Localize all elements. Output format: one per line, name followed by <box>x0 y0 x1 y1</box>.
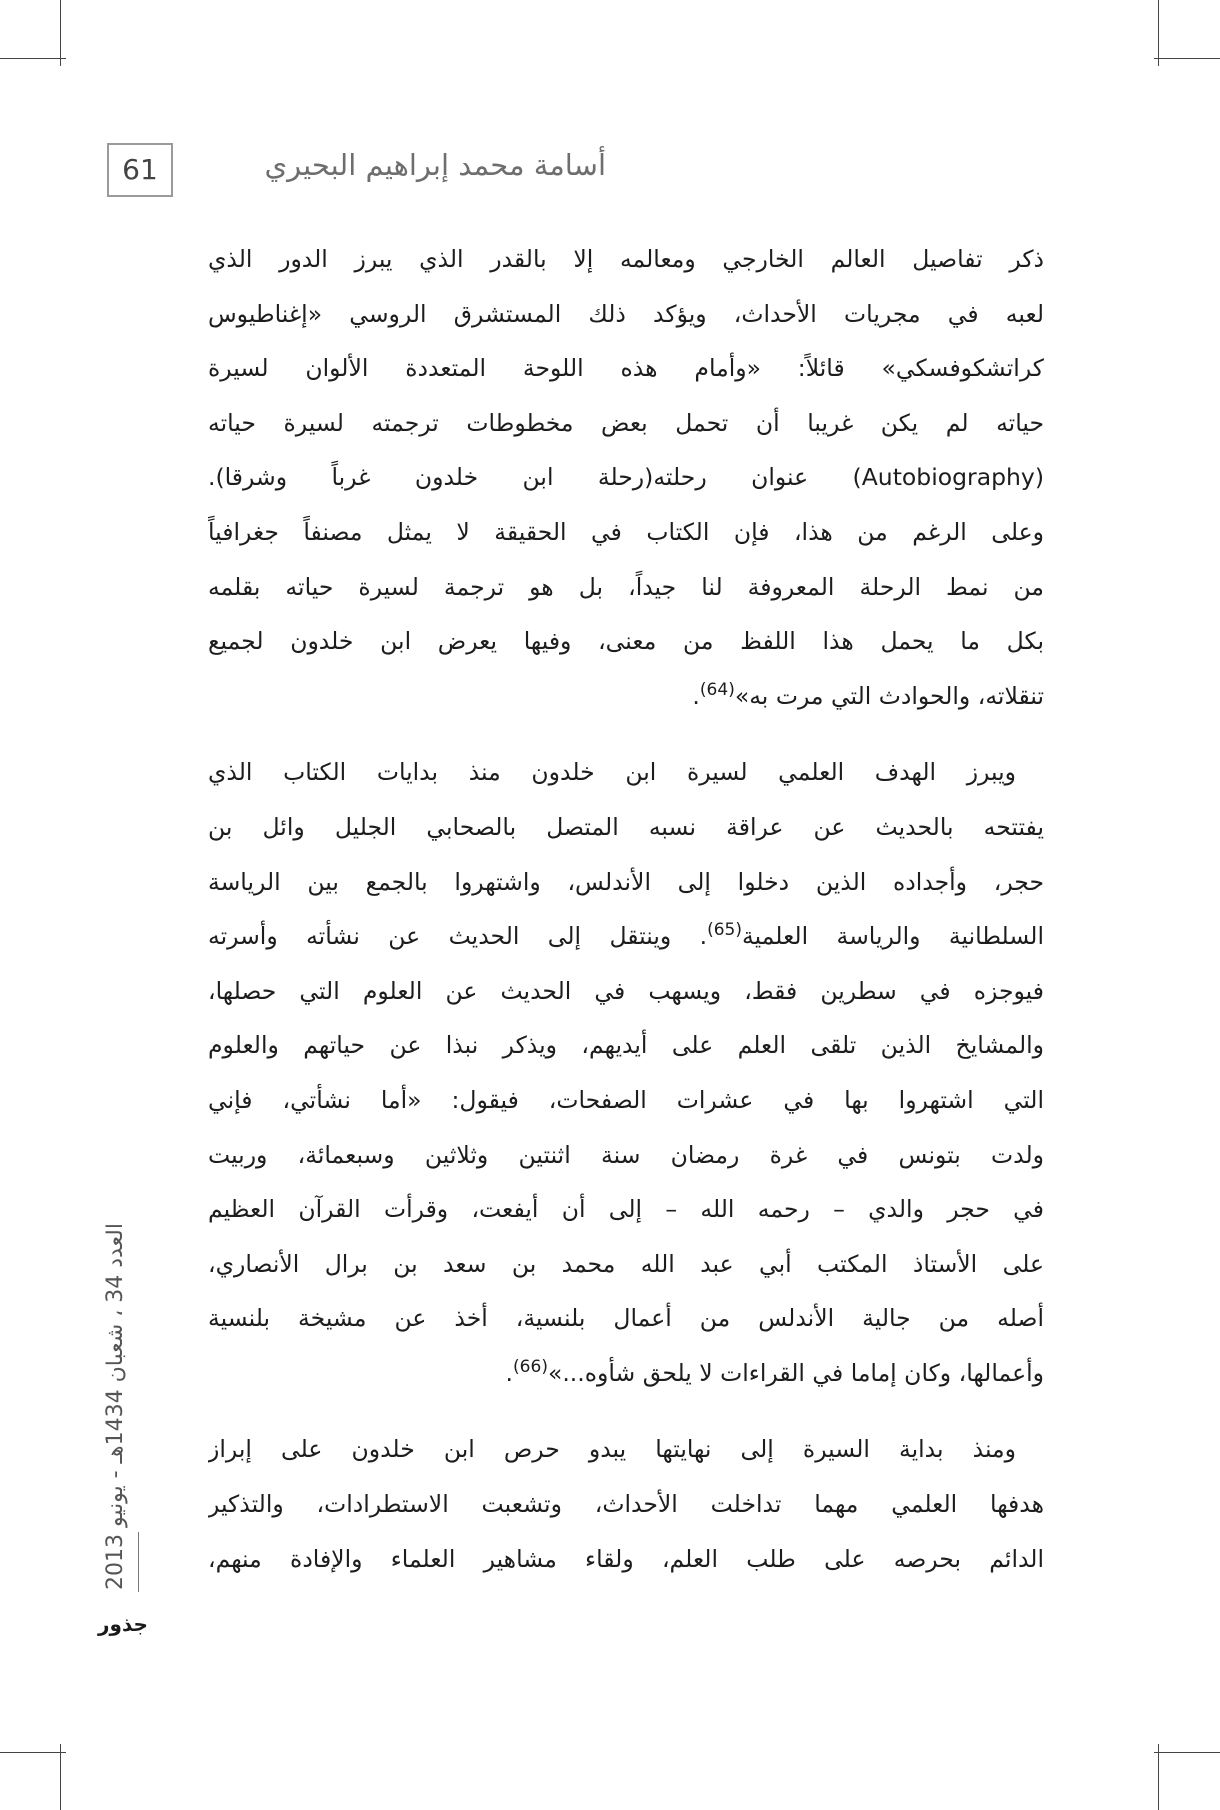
text-line: بكل ما يحمل هذا اللفظ من معنى، وفيها يعرض ابن خلدون لجميع <box>208 627 1044 656</box>
crop-mark <box>0 1752 66 1753</box>
text-line: كراتشكوفسكي» قائلاً: «وأمام هذه اللوحة المتعددة الألوان لسيرة <box>208 354 1044 383</box>
crop-mark <box>60 1744 61 1810</box>
text-line: والمشايخ الذين تلقى العلم على أيديهم، ويذكر نبذا عن حياتهم والعلوم <box>208 1031 1044 1060</box>
text-line: من نمط الرحلة المعروفة لنا جيداً، بل هو ترجمة لسيرة حياته بقلمه <box>208 572 1044 601</box>
text-line: ويبرز الهدف العلمي لسيرة ابن خلدون منذ بدايات الكتاب الذي <box>208 758 1016 787</box>
text-line <box>208 1346 1044 1401</box>
line-tail: . <box>505 1358 514 1387</box>
text-line: ذكر تفاصيل العالم الخارجي ومعالمه إلا بالقدر الذي يبرز الدور الذي <box>208 245 1044 273</box>
paragraph <box>208 745 1044 1400</box>
text-line: (Autobiography) عنوان رحلته(رحلة ابن خلدون غرباً وشرقا). <box>208 463 1044 492</box>
crop-mark <box>1158 0 1159 66</box>
line-tail: . وينتقل إلى الحديث عن نشأته وأسرته <box>208 922 708 951</box>
line-text: السلطانية والرياسة العلمية <box>742 922 1044 951</box>
footnote-ref[interactable]: (66) <box>513 1356 548 1377</box>
line-text: وأعمالها، وكان إماما في القراءات لا يلحق شأوه...» <box>547 1358 1044 1387</box>
text-line: هدفها العلمي مهما تداخلت الأحداث، وتشعبت الاستطرادات، والتذكير <box>208 1490 1044 1519</box>
crop-mark <box>1154 1752 1220 1753</box>
text-line: ومنذ بداية السيرة إلى نهايتها يبدو حرص ابن خلدون على إبراز <box>208 1435 1016 1464</box>
text-line: لعبه في مجريات الأحداث، ويؤكد ذلك المستشرق الروسي «إغناطيوس <box>208 299 1044 328</box>
running-head-author: أسامة محمد إبراهيم البحيري <box>264 148 606 182</box>
text-line: ولدت بتونس في غرة رمضان سنة اثنتين وثلاثين وسبعمائة، وربيت <box>208 1140 1044 1169</box>
text-line: فيوجزه في سطرين فقط، ويسهب في الحديث عن العلوم التي حصلها، <box>208 976 1044 1005</box>
text-line <box>208 669 1044 724</box>
text-line: الدائم بحرصه على طلب العلم، ولقاء مشاهير العلماء والإفادة منهم، <box>208 1544 1044 1573</box>
crop-mark <box>1158 1744 1159 1810</box>
paragraph <box>208 232 1044 723</box>
crop-mark <box>60 0 61 66</box>
text-line: في حجر والدي – رحمه الله – إلى أن أيفعت، وقرأت القرآن العظيم <box>208 1195 1044 1224</box>
text-line <box>208 909 1044 964</box>
line-tail: . <box>692 681 700 710</box>
page-number: 61 <box>107 143 173 197</box>
text-line: التي اشتهروا بها في عشرات الصفحات، فيقول: «أما نشأتي، فإني <box>208 1085 1044 1114</box>
text-line: أصله من جالية الأندلس من أعمال بلنسية، أخذ عن مشيخة بلنسية <box>208 1304 1044 1333</box>
crop-mark <box>0 58 66 59</box>
text-line: حجر، وأجداده الذين دخلوا إلى الأندلس، واشتهروا بالجمع بين الرياسة <box>208 867 1044 896</box>
text-line: يفتتحه بالحديث عن عراقة نسبه المتصل بالصحابي الجليل وائل بن <box>208 812 1044 841</box>
line-text: تنقلاته، والحوادث التي مرت به» <box>734 681 1044 710</box>
text-line: حياته لم يكن غريبا أن تحمل بعض مخطوطات ترجمته لسيرة حياته <box>208 408 1044 437</box>
footnote-ref[interactable]: (64) <box>699 679 735 700</box>
footnote-ref[interactable]: (65) <box>707 920 743 941</box>
journal-logo: جذور <box>98 1612 148 1636</box>
sidebar-divider <box>138 1532 139 1592</box>
crop-mark <box>1154 58 1220 59</box>
text-line: على الأستاذ المكتب أبي عبد الله محمد بن سعد بن برال الأنصاري، <box>208 1249 1044 1278</box>
issue-info-sidebar <box>96 1210 136 1590</box>
body-text <box>208 232 1044 1586</box>
text-line: وعلى الرغم من هذا، فإن الكتاب في الحقيقة لا يمثل مصنفاً جغرافياً <box>208 517 1044 546</box>
issue-info: العدد 34 ، شعبان 1434هـ - يونيو 2013 <box>103 1223 128 1590</box>
paragraph <box>208 1422 1044 1586</box>
